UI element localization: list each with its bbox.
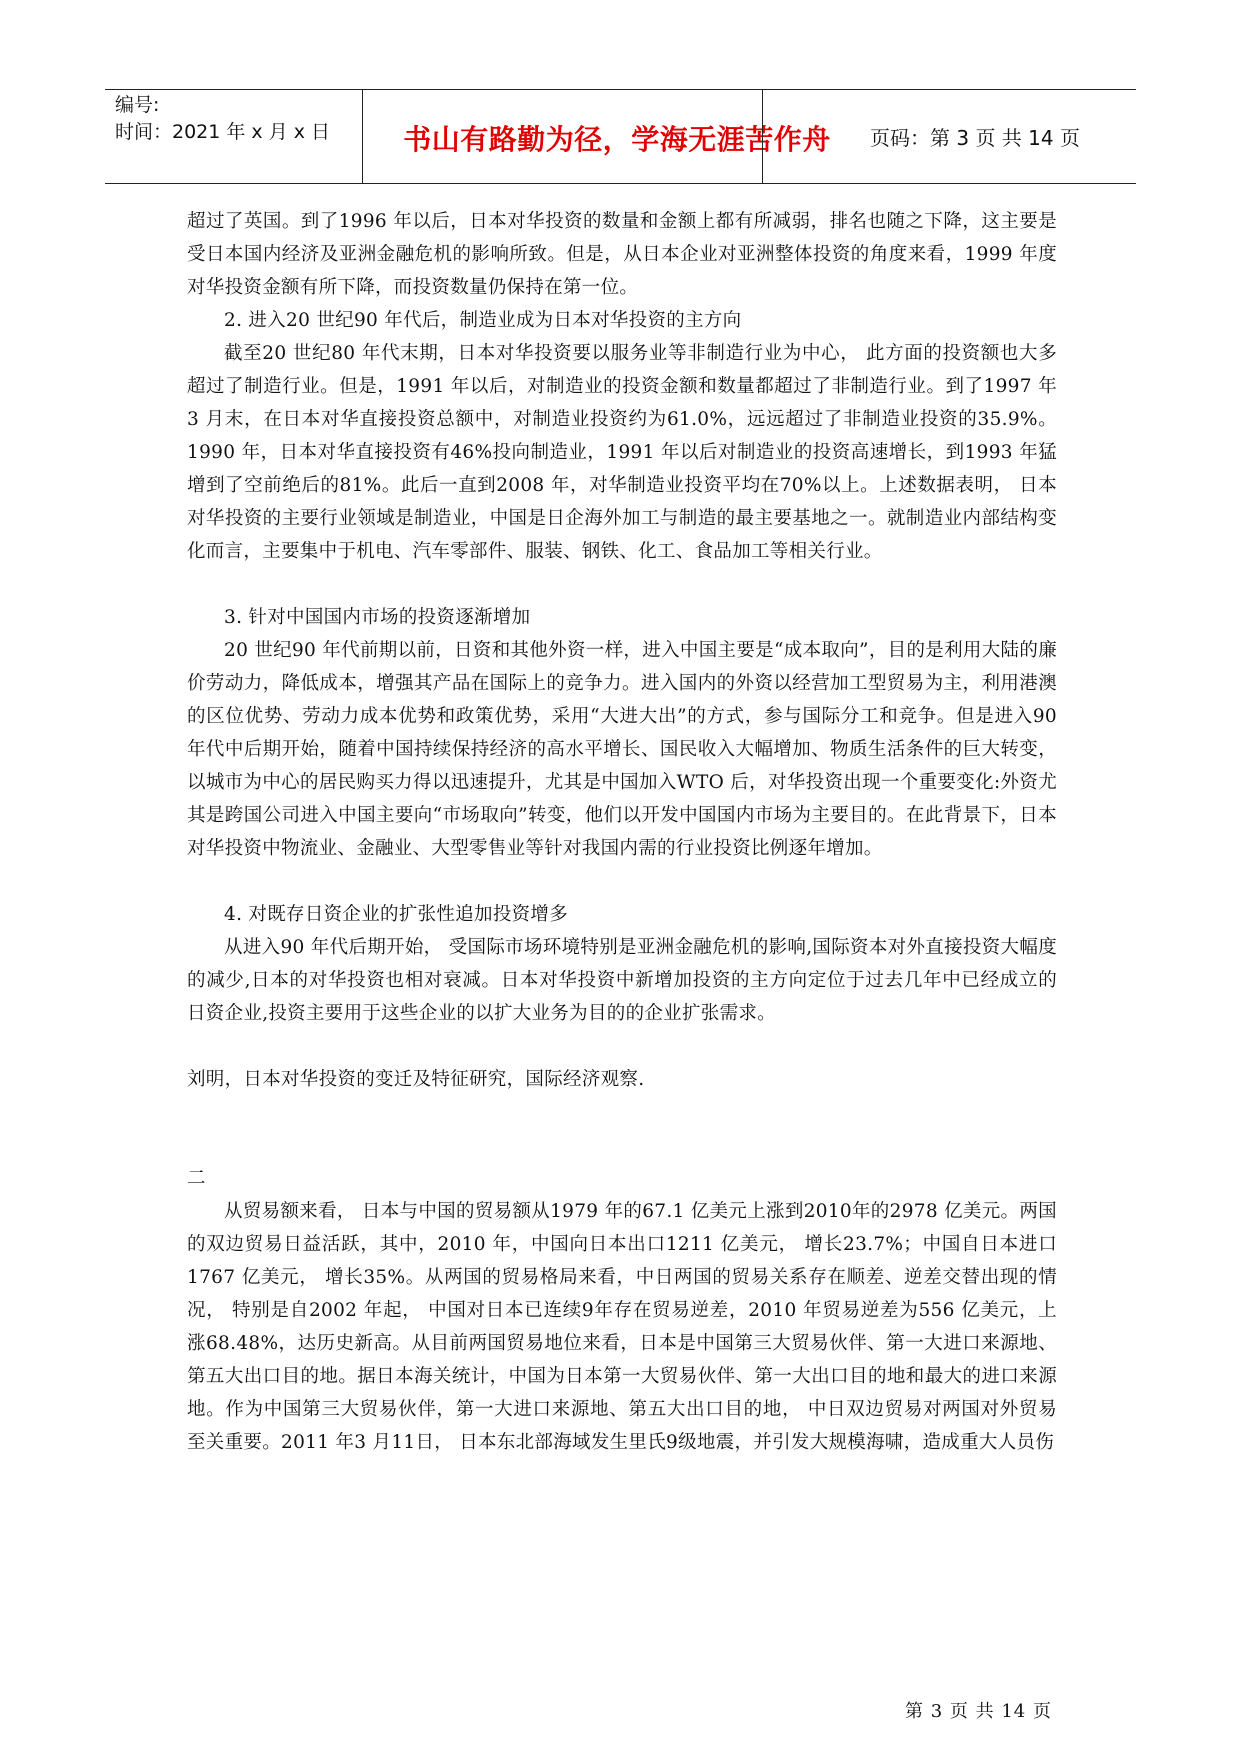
header-divider-left — [362, 90, 363, 183]
header-meta — [115, 92, 370, 146]
time-text: 时间：2021 年 x 月 x 日 — [115, 121, 331, 143]
header-divider-right — [762, 90, 763, 183]
subheading-domestic-market: 3. 针对中国国内市场的投资逐渐增加 — [224, 607, 531, 628]
paragraph-manufacturing: 截至20 世纪80 年代末期，日本对华投资要以服务业等非制造行业为中心， 此方面的投资额也大多超过了制造行业。但是，1991 年以后，对制造业的投资金额和数量都超过了非制造行业。到了1997 年3 月末，在日本对华直接投资总额中，对制造业投资约为61.0%，远远超过了非制造业投资的35.9%。1990 年，日本对华直接投资有46%投向制造业，1991 年以后对制造业的投资高速增长，到1993 年猛增到了空前绝后的81%。此后一直到2008 年，对华制造业投资平均在70%以上。上述数据表明， 日本对华投资的主要行业领域是制造业，中国是日企海外加工与制造的最主要基地之一。就制造业内部结构变化而言，主要集中于机电、汽车零部件、服装、钢铁、化工、食品加工等相关行业。 — [187, 343, 1057, 562]
paragraph-gap — [187, 568, 1057, 601]
paragraph-additional-investment: 从进入90 年代后期开始， 受国际市场环境特别是亚洲金融危机的影响,国际资本对外直接投资大幅度的减少,日本的对华投资也相对衰减。日本对华投资中新增加投资的主方向定位于过去几年中已经成立的日资企业,投资主要用于这些企业的以扩大业务为目的的企业扩张需求。 — [187, 937, 1057, 1024]
subheading-manufacturing: 2. 进入20 世纪90 年代后，制造业成为日本对华投资的主方向 — [224, 310, 742, 331]
serial-label: 编号: — [115, 94, 160, 116]
header-motto: 书山有路勤为径，学海无涯苦作舟 — [403, 123, 831, 156]
paragraph-gap — [187, 1030, 1057, 1063]
paragraph-continuation: 超过了英国。到了1996 年以后，日本对华投资的数量和金额上都有所减弱，排名也随之下降，这主要是受日本国内经济及亚洲金融危机的影响所致。但是，从日本企业对亚洲整体投资的角度来看，1999 年度对华投资金额有所下降，而投资数量仍保持在第一位。 — [187, 211, 1057, 298]
citation: 刘明，日本对华投资的变迁及特征研究，国际经济观察. — [187, 1069, 645, 1090]
page-footer: 第 3 页 共 14 页 — [905, 1701, 1052, 1722]
page-header — [105, 89, 1136, 184]
paragraph-gap — [187, 865, 1057, 898]
paragraph-domestic-market: 20 世纪90 年代前期以前，日资和其他外资一样，进入中国主要是“成本取向”，目的是利用大陆的廉价劳动力，降低成本，增强其产品在国际上的竞争力。进入国内的外资以经营加工型贸易为主，利用港澳的区位优势、劳动力成本优势和政策优势，采用“大进大出”的方式，参与国际分工和竞争。但是进入90 年代中后期开始，随着中国持续保持经济的高水平增长、国民收入大幅增加、物质生活条件的巨大转变，以城市为中心的居民购买力得以迅速提升，尤其是中国加入WTO 后，对华投资出现一个重要变化:外资尤其是跨国公司进入中国主要向“市场取向”转变，他们以开发中国国内市场为主要目的。在此背景下，日本对华投资中物流业、金融业、大型零售业等针对我国内需的行业投资比例逐年增加。 — [187, 640, 1057, 859]
header-page-number: 页码：第 3 页 共 14 页 — [870, 126, 1080, 150]
document-body — [187, 205, 1057, 1459]
paragraph-gap — [187, 1096, 1057, 1129]
section-number: 二 — [187, 1168, 206, 1189]
paragraph-trade: 从贸易额来看， 日本与中国的贸易额从1979 年的67.1 亿美元上涨到2010年的2978 亿美元。两国的双边贸易日益活跃，其中，2010 年，中国向日本出口1211 亿美元， 增长23.7%；中国自日本进口1767 亿美元， 增长35%。从两国的贸易格局来看，中日两国的贸易关系存在顺差、逆差交替出现的情况， 特别是自2002 年起， 中国对日本已连续9年存在贸易逆差，2010 年贸易逆差为556 亿美元，上涨68.48%，达历史新高。从目前两国贸易地位来看，日本是中国第三大贸易伙伴、第一大进口来源地、第五大出口目的地。据日本海关统计，中国为日本第一大贸易伙伴、第一大出口目的地和最大的进口来源地。作为中国第三大贸易伙伴，第一大进口来源地、第五大出口目的地， 中日双边贸易对两国对外贸易至关重要。2011 年3 月11日， 日本东北部海域发生里氏9级地震，并引发大规模海啸，造成重大人员伤 — [187, 1201, 1057, 1453]
subheading-additional-investment: 4. 对既存日资企业的扩张性追加投资增多 — [224, 904, 569, 925]
paragraph-gap — [187, 1129, 1057, 1162]
